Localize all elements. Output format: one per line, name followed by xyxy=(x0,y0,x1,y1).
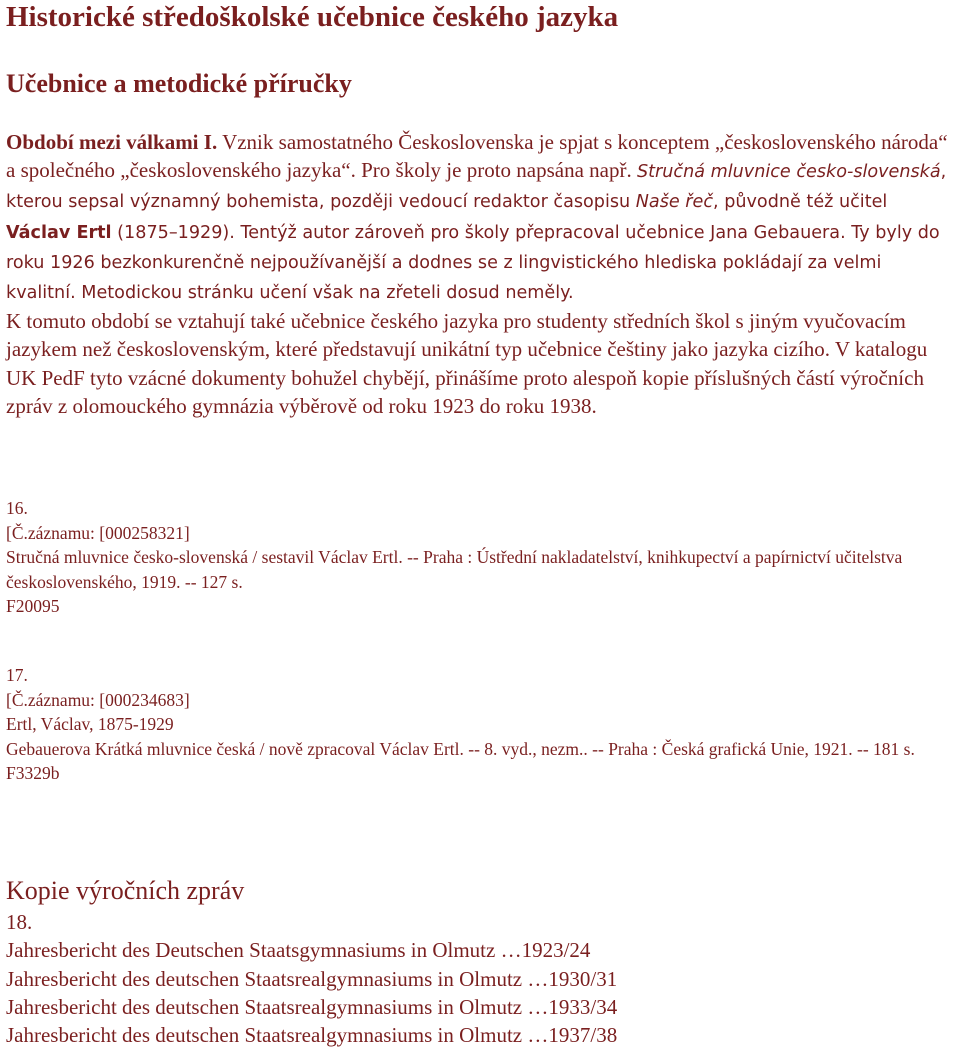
intro-paragraph-2: K tomuto období se vztahují také učebnice českého jazyka pro studenty středních škol s jiným vyučovacím jazykem než československým, které představují unikátní typ učebnice češtiny jako jazyka cizího. V katalogu UK PedF tyto vzácné dokumenty bohužel chybějí, přinášíme proto alespoň kopie příslušných částí výročních zpráv z olomouckého gymnázia výběrově od roku 1923 do roku 1938. xyxy=(6,309,928,418)
report-item: Jahresbericht des deutschen Staatsrealgymnasiums in Olmutz …1933/34 xyxy=(6,994,618,1019)
intro-text xyxy=(6,128,956,420)
page-title: Historické středoškolské učebnice českého jazyka xyxy=(6,1,619,33)
record-author: Ertl, Václav, 1875-1929 xyxy=(6,714,174,734)
intro-paragraph-1 xyxy=(6,128,956,307)
intro-text-3: , původně též učitel xyxy=(713,192,888,213)
record-description: Gebauerova Krátká mluvnice česká / nově zpracoval Václav Ertl. -- 8. vyd., nezm.. -- Praha : Česká grafická Unie, 1921. -- 181 s. xyxy=(6,738,915,759)
intro-text-4: (1875–1929). Tentýž autor zároveň pro školy přepracoval učebnice Jana Gebauera. Ty byly do roku 1926 bezkonkurenčně nejpoužívanější a dodnes se z lingvistického hlediska pokládají za velmi kvalitní. Metodickou stránku učení však na zřeteli dosud neměly. xyxy=(6,222,940,304)
catalog-record xyxy=(6,663,956,786)
record-signature: F20095 xyxy=(6,596,60,616)
book-title: Stručná mluvnice česko-slovenská xyxy=(636,162,941,183)
record-signature: F3329b xyxy=(6,763,60,783)
record-description: Stručná mluvnice česko-slovenská / sestavil Václav Ertl. -- Praha : Ústřední nakladatelství, knihkupectví a papírnictví učitelstva československého, 1919. -- 127 s. xyxy=(6,547,903,592)
journal-title: Naše řeč xyxy=(635,192,714,213)
section-title: Učebnice a metodické příručky xyxy=(6,69,352,98)
intro-text-2: , kterou sepsal významný bohemista, později vedoucí redaktor časopisu xyxy=(6,162,947,213)
author-name: Václav Ertl xyxy=(6,222,112,243)
record-number: 16. xyxy=(6,498,28,518)
record-id: [Č.záznamu: [000234683] xyxy=(6,689,190,710)
intro-text-1: Vznik samostatného Československa je spjat s konceptem „československého národa“ a společného „československého jazyka“. Pro školy je proto napsána např. xyxy=(6,130,948,183)
reports-number: 18. xyxy=(6,910,33,934)
report-item: Jahresbericht des deutschen Staatsrealgymnasiums in Olmutz …1930/31 xyxy=(6,966,618,991)
reports-title: Kopie výročních zpráv xyxy=(6,876,245,905)
report-item: Jahresbericht des Deutschen Staatsgymnasiums in Olmutz …1923/24 xyxy=(6,938,591,963)
period-label: Období mezi válkami I. xyxy=(6,130,218,154)
record-number: 17. xyxy=(6,665,28,685)
catalog-record xyxy=(6,496,956,619)
report-item: Jahresbericht des deutschen Staatsrealgymnasiums in Olmutz …1937/38 xyxy=(6,1023,618,1048)
record-id: [Č.záznamu: [000258321] xyxy=(6,522,190,543)
reports-list xyxy=(6,908,956,1049)
